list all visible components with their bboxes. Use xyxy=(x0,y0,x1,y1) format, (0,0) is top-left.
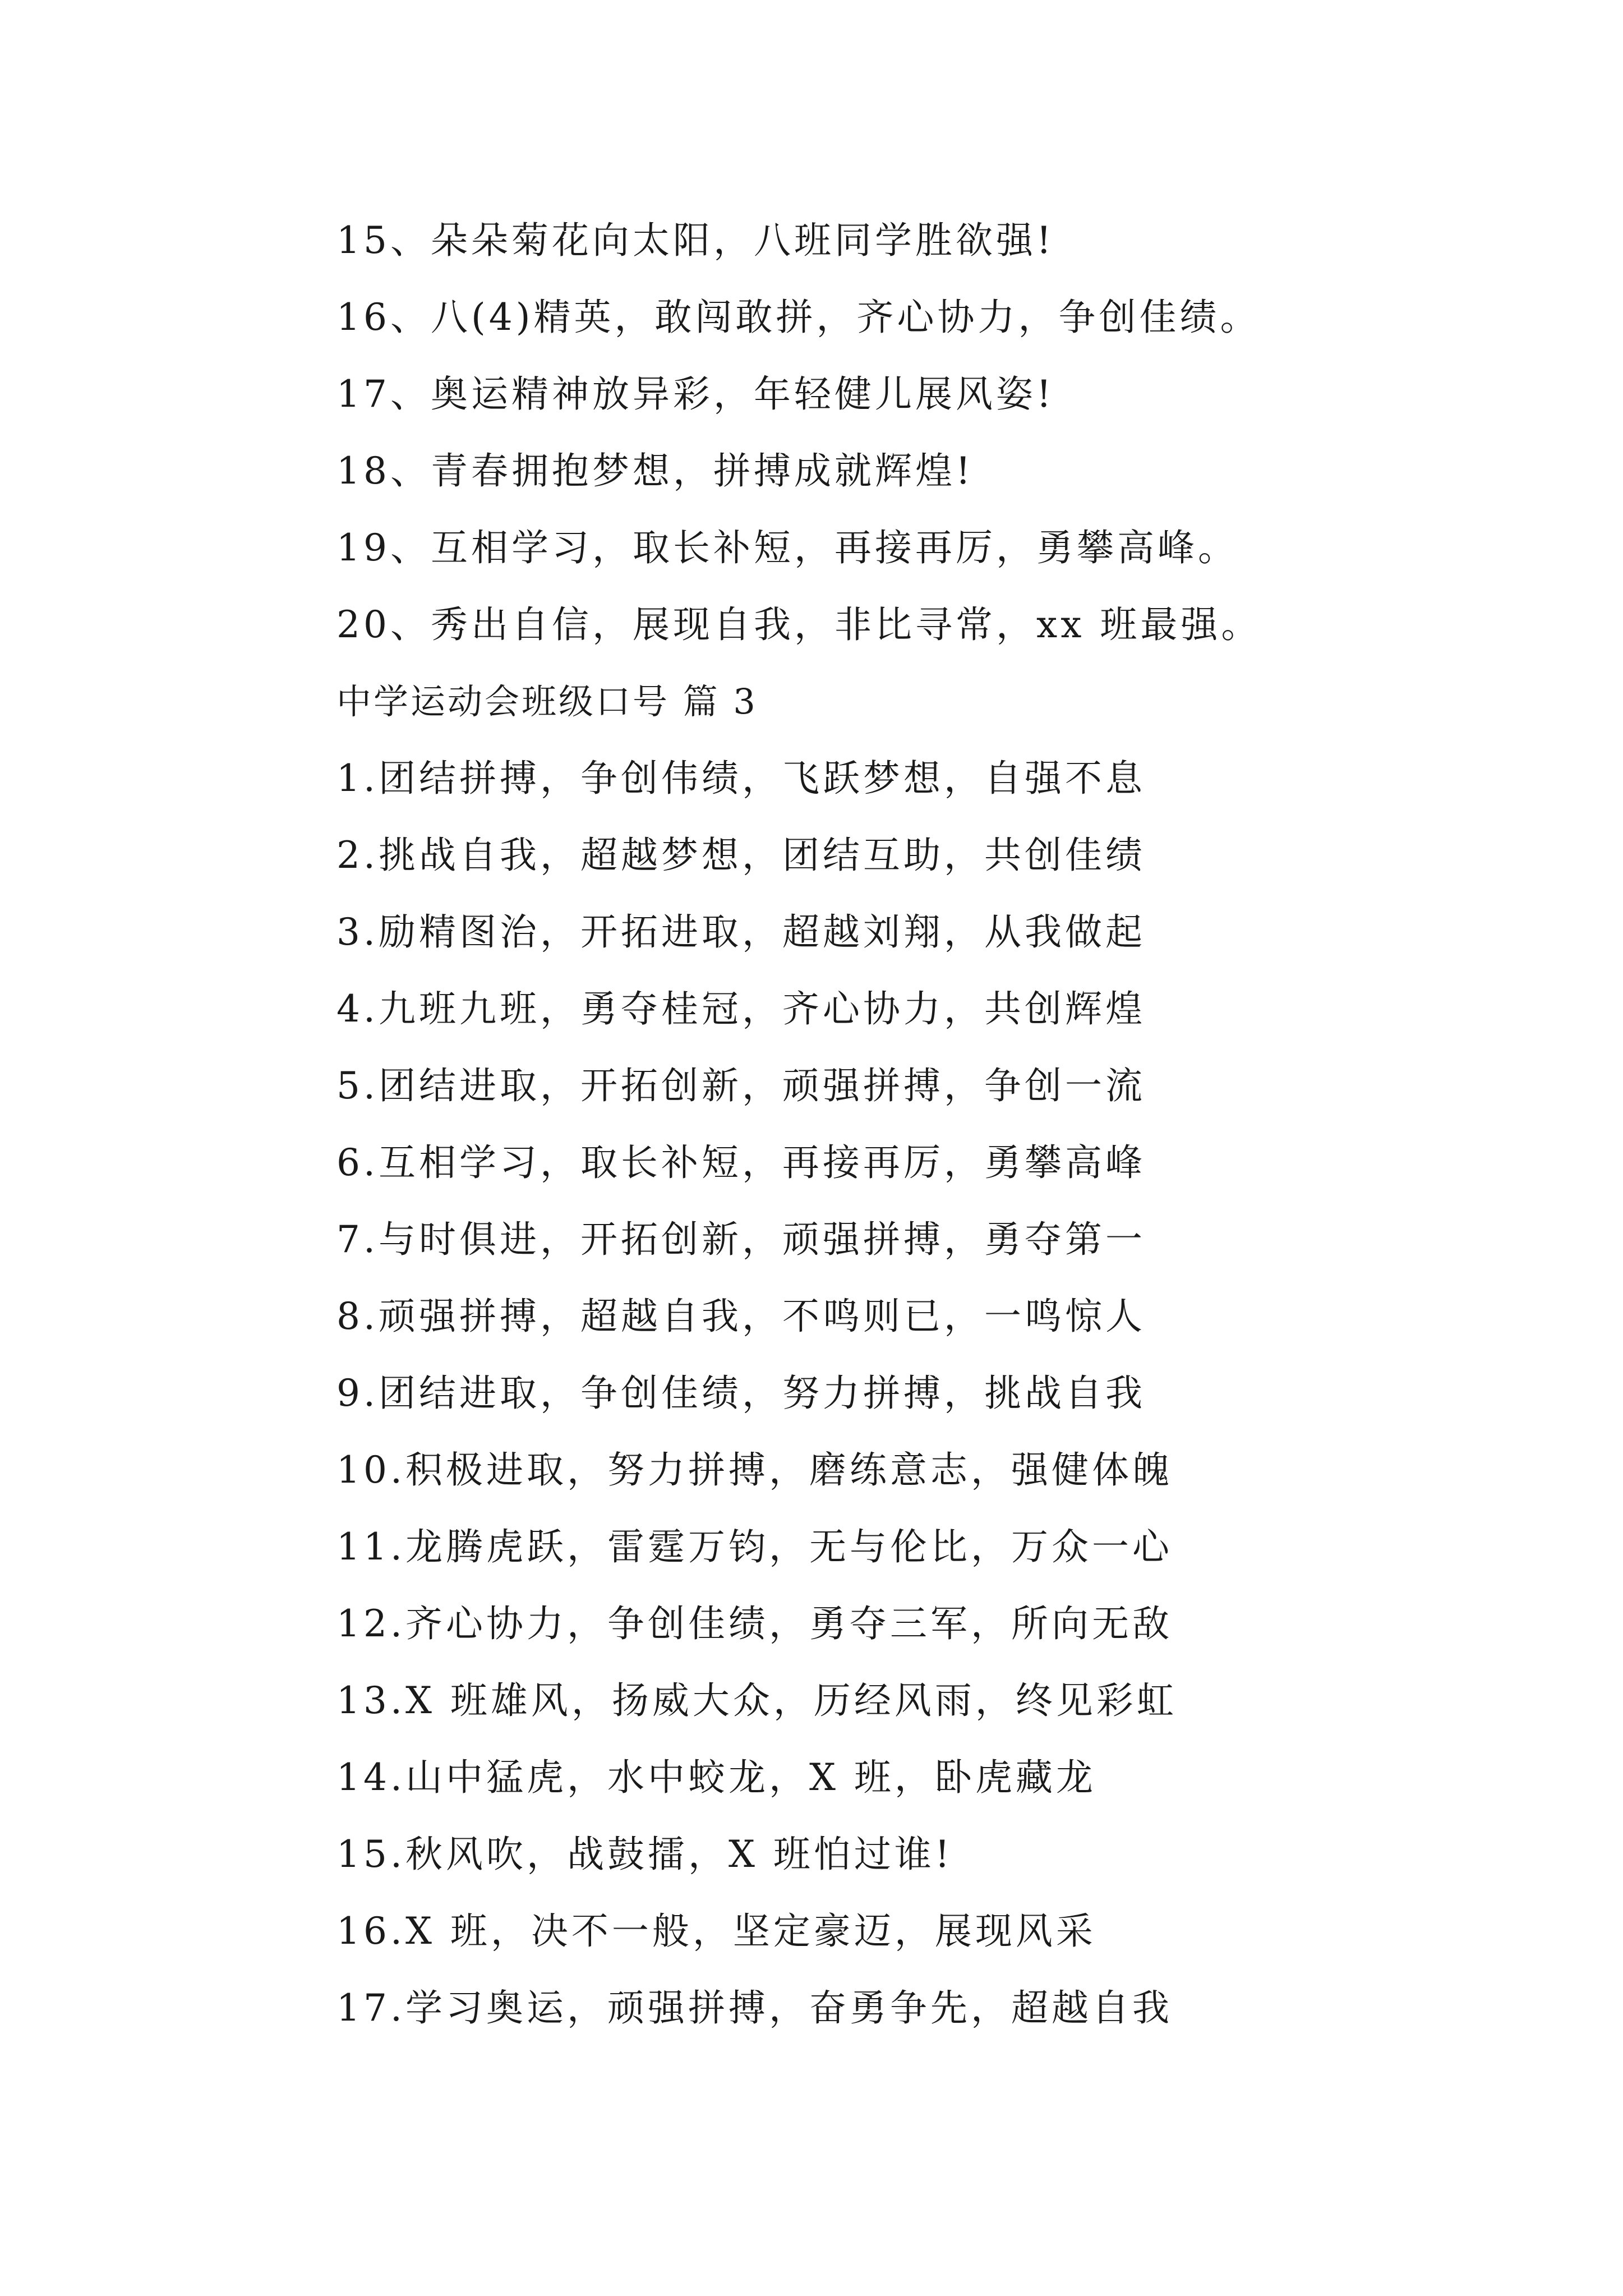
slogan-line: 3.励精图治，开拓进取，超越刘翔，从我做起 xyxy=(336,910,1146,954)
slogan-line: 16、八(4)精英，敢闯敢拼，齐心协力，争创佳绩。 xyxy=(336,296,1261,339)
slogan-line: 12.齐心协力，争创佳绩，勇夺三军，所向无敌 xyxy=(336,1602,1173,1645)
slogan-line: 20、秀出自信，展现自我，非比寻常，xx 班最强。 xyxy=(336,603,1262,646)
slogan-line: 7.与时俱进，开拓创新，顽强拼搏，勇夺第一 xyxy=(336,1218,1146,1261)
slogan-line: 15.秋风吹，战鼓擂，X 班怕过谁! xyxy=(336,1833,953,1876)
slogan-line: 16.X 班，决不一般，坚定豪迈，展现风采 xyxy=(336,1910,1096,1953)
slogan-line: 4.九班九班，勇夺桂冠，齐心协力，共创辉煌 xyxy=(336,987,1146,1030)
slogan-line: 11.龙腾虎跃，雷霆万钧，无与伦比，万众一心 xyxy=(336,1525,1173,1568)
slogan-line: 8.顽强拼搏，超越自我，不鸣则已，一鸣惊人 xyxy=(336,1295,1146,1338)
slogan-line: 1.团结拼搏，争创伟绩，飞跃梦想，自强不息 xyxy=(336,757,1146,800)
slogan-line: 6.互相学习，取长补短，再接再厉，勇攀高峰 xyxy=(336,1141,1146,1184)
document-body xyxy=(336,202,1514,2046)
slogan-line: 18、青春拥抱梦想，拼搏成就辉煌! xyxy=(336,449,974,493)
slogan-line: 13.X 班雄风，扬威大众，历经风雨，终见彩虹 xyxy=(336,1679,1177,1722)
slogan-line: 19、互相学习，取长补短，再接再厉，勇攀高峰。 xyxy=(336,526,1238,569)
slogan-line: 2.挑战自我，超越梦想，团结互助，共创佳绩 xyxy=(336,834,1146,877)
slogan-line: 10.积极进取，努力拼搏，磨练意志，强健体魄 xyxy=(336,1448,1173,1492)
section-heading: 中学运动会班级口号 篇 3 xyxy=(336,681,758,722)
slogan-line: 17、奥运精神放异彩，年轻健儿展风姿! xyxy=(336,372,1055,416)
slogan-line: 14.山中猛虎，水中蛟龙，X 班，卧虎藏龙 xyxy=(336,1756,1096,1799)
slogan-line: 17.学习奥运，顽强拼搏，奋勇争先，超越自我 xyxy=(336,1986,1173,2030)
slogan-line: 15、朵朵菊花向太阳，八班同学胜欲强! xyxy=(336,219,1055,262)
slogan-line: 5.团结进取，开拓创新，顽强拼搏，争创一流 xyxy=(336,1064,1146,1107)
slogan-line: 9.团结进取，争创佳绩，努力拼搏，挑战自我 xyxy=(336,1372,1146,1415)
